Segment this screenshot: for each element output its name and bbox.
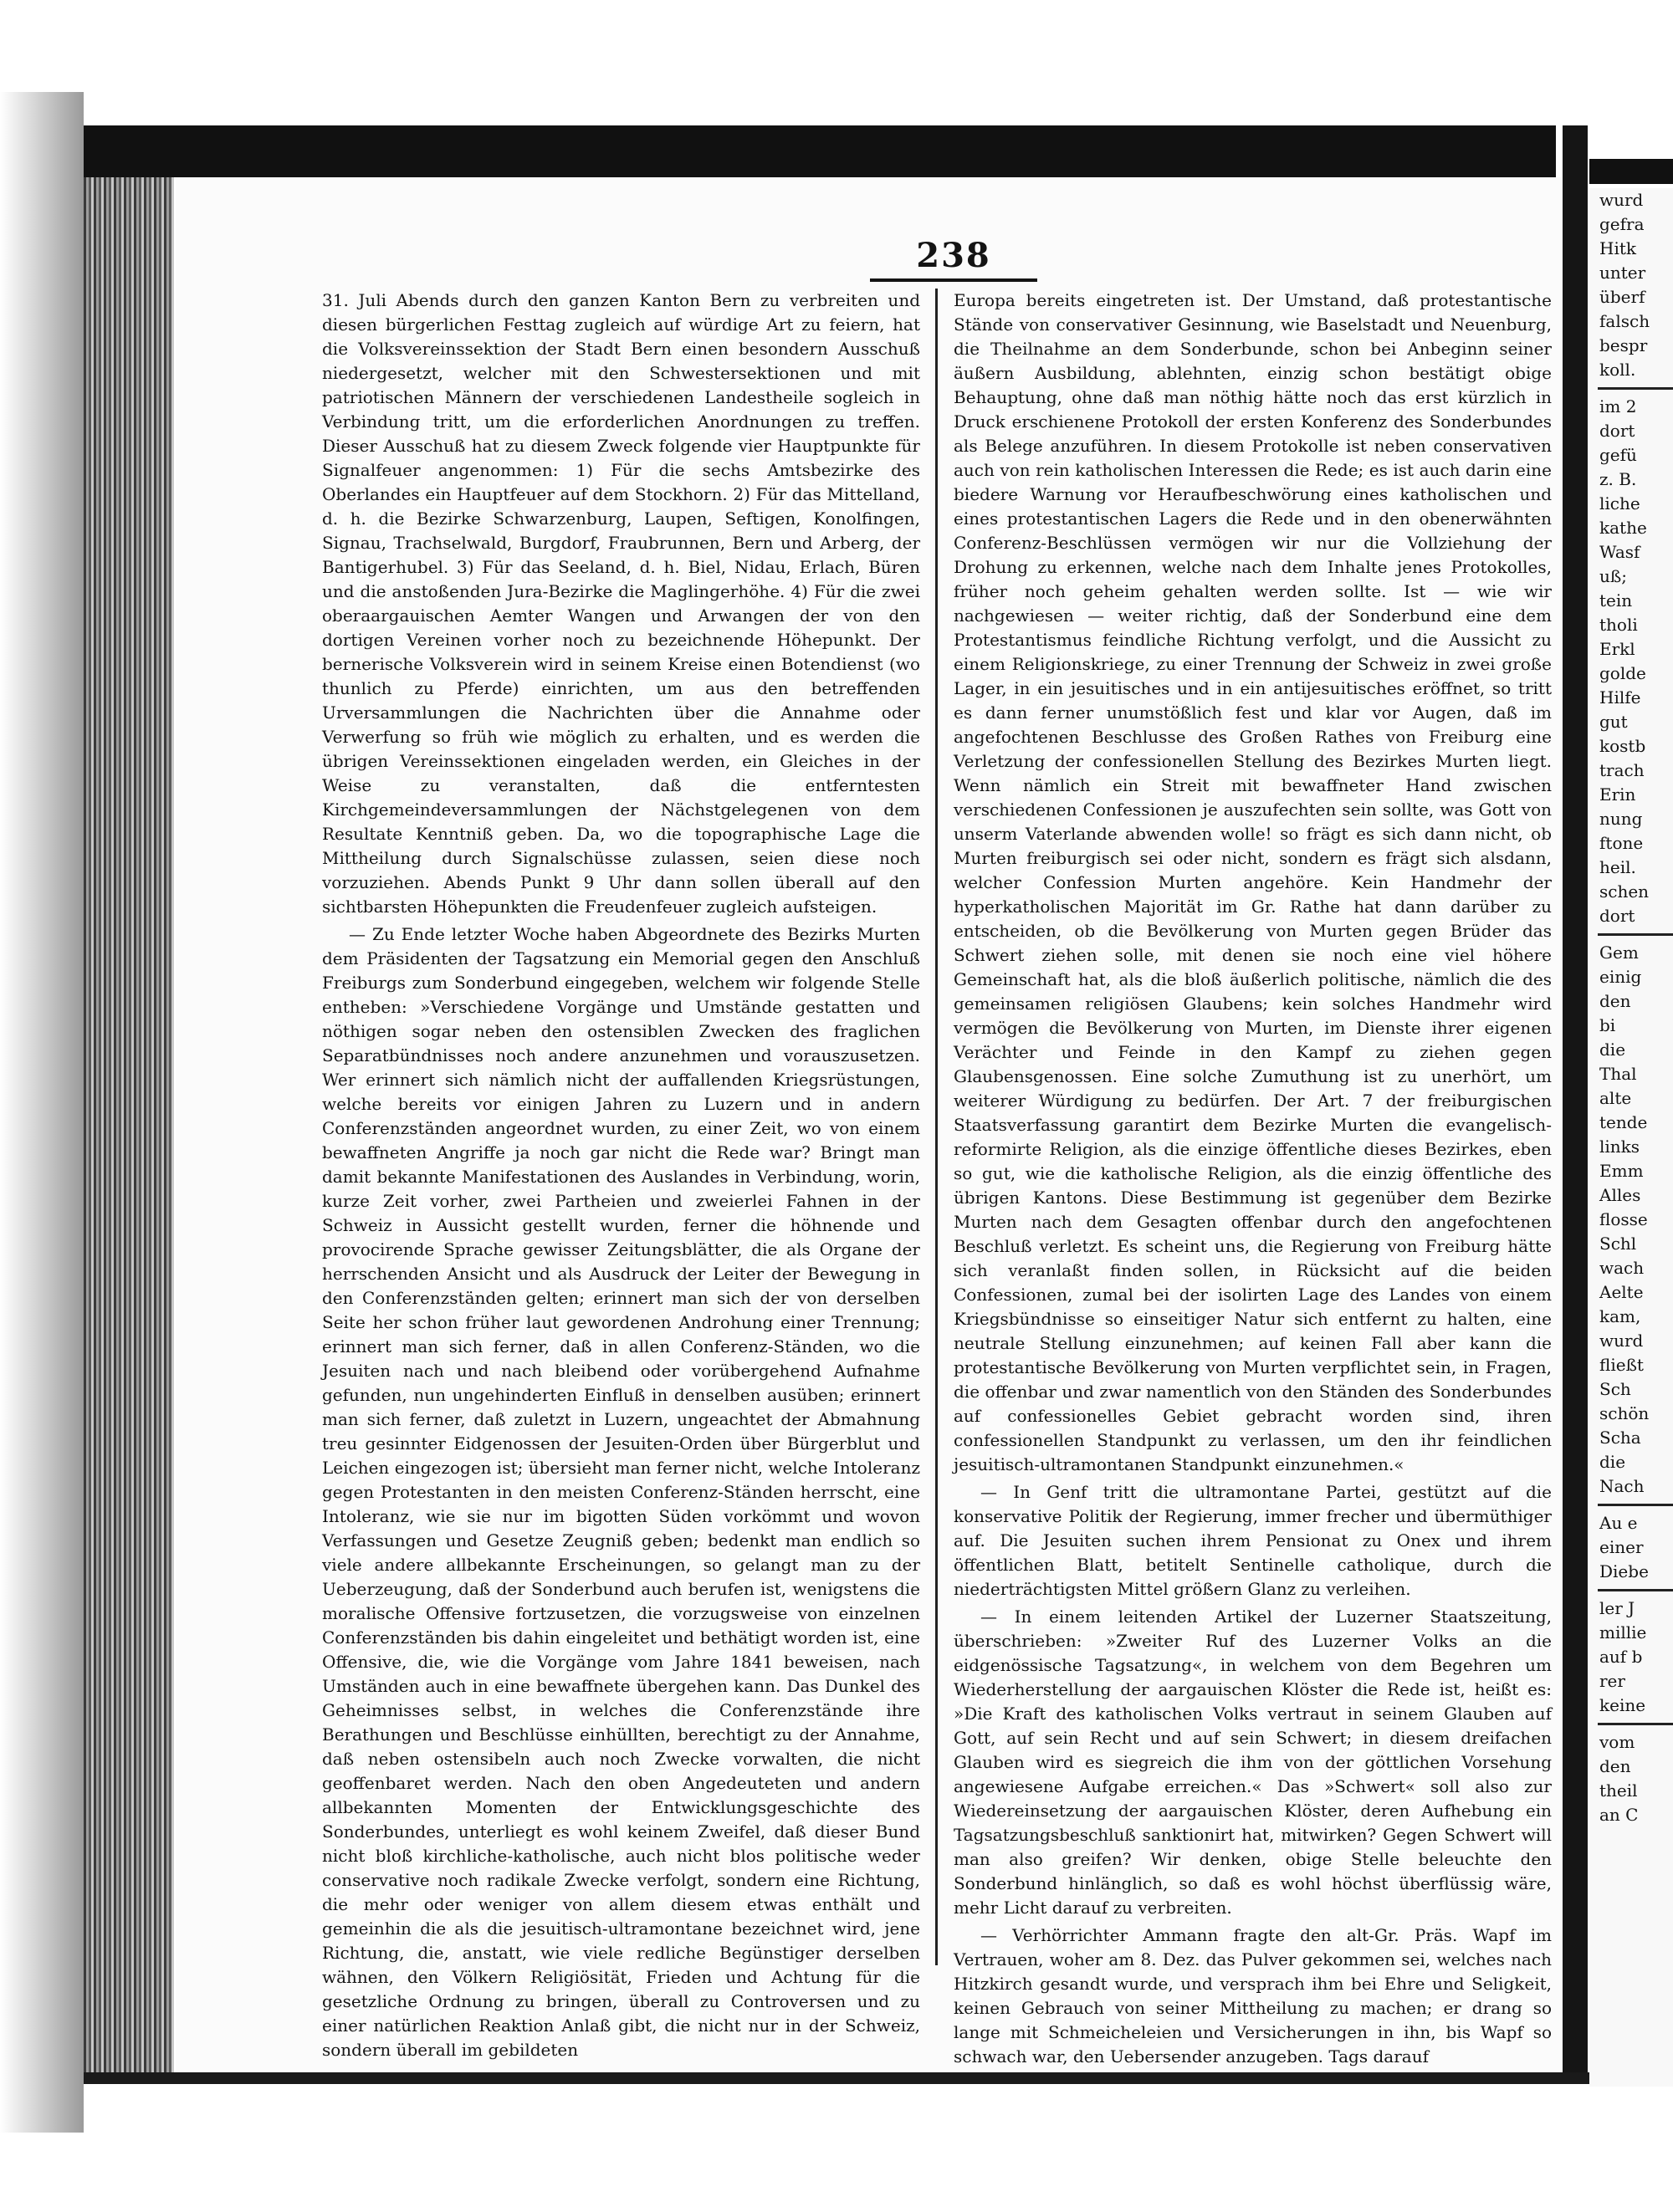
fragment-rule xyxy=(1598,933,1673,936)
fragment-rule xyxy=(1598,1589,1673,1591)
adjacent-text-fragment: golde xyxy=(1599,663,1646,683)
adjacent-text-fragment: gut xyxy=(1599,712,1628,732)
adjacent-text-fragment: gefra xyxy=(1599,214,1645,234)
adjacent-text-fragment: an C xyxy=(1599,1805,1639,1825)
adjacent-text-fragment: vom xyxy=(1599,1732,1635,1752)
adjacent-text-fragment: falsch xyxy=(1599,311,1650,331)
adjacent-text-fragment: flosse xyxy=(1599,1209,1648,1229)
column-divider xyxy=(935,289,938,1965)
adjacent-text-fragment: liche xyxy=(1599,493,1640,513)
adjacent-text-fragment: koll. xyxy=(1599,360,1636,380)
adjacent-text-fragment: millie xyxy=(1599,1622,1647,1642)
article-paragraph: — Zu Ende letzter Woche haben Abgeordnete des Bezirks Murten dem Präsidenten der Tagsatzung ein Memorial gegen den Anschluß Freiburgs zum Sonderbund eingegeben, welchem wir folgende Stelle entheben: »Verschiedene Vorgänge und Umstände gestatten und nöthigen sogar neben den ostensiblen Zwecken des fraglichen Separatbündnisses noch andere anzunehmen und vorauszusetzen. Wer erinnert sich nämlich nicht der auffallenden Kriegsrüstungen, welche bereits vor einigen Jahren zu Luzern und in andern Conferenzständen angeordnet wurden, zu einer Zeit, wo von einem bewaffneten Angriffe ja noch gar nicht die Rede war? Bringt man damit bekannte Manifestationen des Auslandes in Verbindung, worin, kurze Zeit vorher, zwei Partheien und zweierlei Fahnen in der Schweiz in Aussicht gestellt wurden, ferner die höhnende und provocirende Sprache gewisser Zeitungsblätter, die als Organe der herrschenden Ansicht und als Ausdruck der Leiter der Bewegung in den Conferenzständen gelten; erinnert man sich der von derselben Seite her schon früher laut gewordenen Androhung einer Trennung; erinnert man sich ferner, daß in allen Conferenz-Ständen, wo die Jesuiten nach und nach bleibend oder vorübergehend Aufnahme gefunden, nun ungehinderten Einfluß in denselben ausüben; erinnert man sich ferner, daß zuletzt in Luzern, ungeachtet der Abmahnung treu gesinnter Eidgenossen der Jesuiten-Orden über Bürgerblut und Leichen eingezogen ist; übersieht man ferner nicht, welche Intoleranz gegen Protestanten in den meisten Conferenz-Ständen herrscht, eine Intoleranz, wie sie nur im bigotten Süden vorkömmt und wovon Verfassungen und Gesetze Zeugniß geben; bedenkt man endlich so viele andere allbekannte Erscheinungen, so gelangt man zu der Ueberzeugung, daß der Sonderbund auch berufen ist, wenigstens die moralische Offensive fortzusetzen, die vorzugsweise von einzelnen Conferenzständen bis dahin eingeleitet und bethätigt worden ist, eine Offensive, die, wie die Vorgänge vom Jahre 1841 beweisen, nach Umständen auch in eine bewaffnete übergehen kann. Das Dunkel des Geheimnisses selbst, in welches die Conferenzstände ihre Berathungen und Beschlüsse einhüllten, berechtigt zu der Annahme, daß neben ostensibeln auch noch Zwecke vorwalten, die nicht geoffenbaret werden. Nach den oben Angedeuteten und andern allbekannten Momenten der Entwicklungsgeschichte des Sonderbundes, unterliegt es wohl keinem Zweifel, daß dieser Bund nicht bloß kirchliche-katholische, auch nicht blos politische weder conservative noch radikale Zwecke verfolgt, sondern eine Richtung, die mehr oder weniger von allem diesem etwas enthält und gemeinhin die als die jesuitisch-ultramontane bezeichnet wird, jene Richtung, die, anstatt, wie viele redliche Begünstiger derselben wähnen, den Völkern Religiösität, Frieden und Achtung für die gesetzliche Ordnung zu bringen, überall zu Controversen und zu einer natürlichen Reaktion Anlaß gibt, die nicht nur in der Schweiz, sondern überall im gebildeten xyxy=(322,924,920,2060)
adjacent-text-fragment: wurd xyxy=(1599,1331,1644,1351)
adjacent-text-fragment: wach xyxy=(1599,1258,1645,1278)
adjacent-text-fragment: Gem xyxy=(1599,943,1639,963)
adjacent-text-fragment: wurd xyxy=(1599,190,1644,210)
adjacent-text-fragment: ler J xyxy=(1599,1598,1635,1618)
adjacent-text-fragment: Wasf xyxy=(1599,542,1640,562)
page-bottom-border xyxy=(84,2072,1589,2084)
adjacent-text-fragment: schen xyxy=(1599,881,1650,902)
adjacent-text-fragment: Hitk xyxy=(1599,238,1636,258)
adjacent-text-fragment: schön xyxy=(1599,1403,1650,1423)
fragment-rule xyxy=(1598,1504,1673,1506)
article-paragraph: — Verhörrichter Ammann fragte den alt-Gr. Präs. Wapf im Vertrauen, woher am 8. Dez. das Pulver gekommen sei, welches nach Hitzkirch gesandt wurde, und versprach ihm bei Ehre und Seligkeit, keinen Gebrauch von seiner Mittheilung zu machen; er drang so lange mit Schmeicheleien und Versicherungen in ihn, bis Wapf so schwach war, den Uebersender anzugeben. Tags darauf xyxy=(954,1925,1552,2066)
adjacent-text-fragment: Alles xyxy=(1599,1185,1641,1205)
adjacent-text-fragment: z. B. xyxy=(1599,469,1637,489)
adjacent-text-fragment: heil. xyxy=(1599,857,1636,877)
adjacent-text-fragment: Aelte xyxy=(1599,1282,1644,1302)
page-top-border xyxy=(84,125,1556,177)
adjacent-text-fragment: Hilfe xyxy=(1599,687,1641,708)
fragment-rule xyxy=(1598,387,1673,390)
adjacent-text-fragment: kathe xyxy=(1599,518,1647,538)
adjacent-text-fragment: dort xyxy=(1599,906,1635,926)
adjacent-text-fragment: kostb xyxy=(1599,736,1646,756)
adjacent-text-fragment: Nach xyxy=(1599,1476,1645,1496)
adjacent-text-fragment: Diebe xyxy=(1599,1561,1649,1581)
adjacent-text-fragment: Au e xyxy=(1599,1513,1638,1533)
adjacent-text-fragment: rer xyxy=(1599,1671,1625,1691)
article-paragraph: Europa bereits eingetreten ist. Der Umstand, daß protestantische Stände von conservativer Gesinnung, wie Baselstadt und Neuenburg, die Theilnahme an dem Sonderbunde, schon bei Anbeginn seiner äußern Ausbildung, ablehnten, einzig schon bestätigt obige Behauptung, ohne daß man nöthig hätte noch das erst kürzlich in Druck erschienene Protokoll der ersten Konferenz des Sonderbundes als Belege anzuführen. In diesem Protokolle ist neben conservativen auch von rein katholischen Interessen die Rede; es ist auch darin eine biedere Warnung vor Heraufbeschwörung eines katholischen und eines protestantischen Lagers die Rede und in den obenerwähnten Conferenz-Beschlüssen vermögen wir nur die Vollziehung der Drohung zu erkennen, welche nach dem Inhalte jenes Protokolles, früher noch geheim gehalten werden sollte. Ist — wie wir nachgewiesen — weiter richtig, daß der Sonderbund eine dem Protestantismus feindliche Richtung verfolgt, und die Aussicht zu einem Religionskriege, zu einer Trennung der Schweiz in zwei große Lager, in ein jesuitisches und in ein antijesuitisches eröffnet, so tritt es dann ferner unumstößlich fest und klar vor Augen, daß im angefochtenen Beschlusse des Großen Rathes von Freiburg eine Verletzung der confessionellen Stellung des Bezirkes Murten liegt. Wenn nämlich ein Streit mit bewaffneter Hand zwischen verschiedenen Confessionen je auszufechten sein sollte, was Gott von unserm Vaterlande abwenden wolle! so frägt es sich dann nicht, ob Murten freiburgisch sei oder nicht, sondern es frägt sich alsdann, welcher Confession Murten angehöre. Kein Handmehr der hyperkatholischen Majorität im Gr. Rathe hat dann darüber zu entscheiden, ob die Bevölkerung von Murten gegen Brüder das Schwert ziehen solle, mit denen sie noch eine viel höhere Gemeinschaft hat, als die bloß äußerlich politische, nämlich die des gemeinsamen religiösen Glaubens; kein solches Handmehr wird vermögen die Bevölkerung von Murten, im Dienste ihrer eigenen Verächter und Feinde in den Kampf zu ziehen gegen Glaubensgenossen. Eine solche Zumuthung ist zu unerhört, um weiterer Würdigung zu bedürfen. Der Art. 7 der freiburgischen Staatsverfassung garantirt dem Bezirke Murten die evangelisch-reformirte Religion, als die einzige öffentliche dieses Bezirkes, eben so gut, wie die katholische Religion, als die einzig öffentliche des übrigen Kantons. Diese Bestimmung ist gegenüber dem Bezirke Murten nach dem Gesagten offenbar durch den angefochtenen Beschluß verletzt. Es scheint uns, die Regierung von Freiburg hätte sich veranlaßt finden sollen, in Rücksicht auf die beiden Confessionen, zumal bei der isolirten Lage des Landes von einem Kriegsbündnisse so einseitiger Natur sich entfernt zu halten, eine neutrale Stellung einzunehmen; auf keinen Fall aber kann die protestantische Bevölkerung von Murten verpflichtet sein, in Fragen, die offenbar und zwar namentlich von den Ständen des Sonderbundes auf confessionelles Gebiet gebracht worden sind, ihren confessionellen Standpunkt zu verlassen, um den ihr feindlichen jesuitisch-ultramontanen Standpunkt einzunehmen.« xyxy=(954,290,1552,1474)
adjacent-text-fragment: Erkl xyxy=(1599,639,1635,659)
book-spine xyxy=(84,125,174,2074)
adjacent-text-fragment: bi xyxy=(1599,1015,1616,1035)
adjacent-text-fragment: alte xyxy=(1599,1088,1632,1108)
adjacent-text-fragment: die xyxy=(1599,1040,1626,1060)
article-paragraph: 31. Juli Abends durch den ganzen Kanton Bern zu verbreiten und diesen bürgerlichen Festtag zugleich auf würdige Art zu feiern, hat die Volksvereinssektion der Stadt Bern einen besondern Ausschuß niedergesetzt, welcher mit den Schwestersektionen und mit patriotischen Männern der verschiedenen Landestheile sogleich in Verbindung tritt, um die erforderlichen Anordnungen zu treffen. Dieser Ausschuß hat zu diesem Zweck folgende vier Hauptpunkte für Signalfeuer angenommen: 1) Für die sechs Amtsbezirke des Oberlandes ein Hauptfeuer auf dem Stockhorn. 2) Für das Mittelland, d. h. die Bezirke Schwarzenburg, Laupen, Seftigen, Konolfingen, Signau, Trachselwald, Burgdorf, Fraubrunnen, Bern und Arberg, der Bantigerhubel. 3) Für das Seeland, d. h. Biel, Nidau, Erlach, Büren und die anstoßenden Jura-Bezirke die Maglingerhöhe. 4) Für die zwei oberaargauischen Aemter Wangen und Arwangen der von den dortigen Vereinen vorher noch zu bezeichnende Höhepunkt. Der bernerische Volksverein wird in seinem Kreise einen Botendienst (wo thunlich zu Pferde) einrichten, um aus den betreffenden Urversammlungen die Nachrichten über die Annahme oder Verwerfung so früh wie möglich zu erhalten, und es werden die übrigen Vereinssektionen eingeladen werden, ein Gleiches in der Weise zu veranstalten, daß die entferntesten Kirchgemeindeversammlungen der Nächstgelegenen von dem Resultate Kenntniß geben. Da, wo die topographische Lage die Mittheilung durch Signalschüsse zulassen, seien diese noch vorzuziehen. Abends Punkt 9 Uhr dann sollen überall auf den sichtbarsten Höhepunkten die Freudenfeuer zugleich aufsteigen. xyxy=(322,290,920,917)
adjacent-text-fragment: unter xyxy=(1599,263,1646,283)
adjacent-text-fragment: kam, xyxy=(1599,1306,1641,1326)
article-paragraph: — In einem leitenden Artikel der Luzerner Staatszeitung, überschrieben: »Zweiter Ruf des Luzerner Volks an die eidgenössische Tagsatzung«, in welchem von dem Begehren um Wiederherstellung der aargauischen Klöster die Rede ist, heißt es: »Die Kraft des katholischen Volks vertraut in seinem Glauben auf Gott, auf sein Recht und auf sein Schwert; in diesem dreifachen Glauben wird es siegreich die ihm von der göttlichen Vorsehung angewiesene Aufgabe erreichen.« Das »Schwert« soll also zur Wiedereinsetzung der aargauischen Klöster, deren Aufhebung ein Tagsatzungsbeschluß sanktionirt hat, mitwirken? Gegen Schwert will man also greifen? Wir denken, obige Stelle beleuchte den Sonderbund hinlänglich, so daß es wohl höchst überflüssig wäre, mehr Licht darauf zu verbreiten. xyxy=(954,1607,1552,1918)
adjacent-text-fragment: fließt xyxy=(1599,1355,1644,1375)
adjacent-text-fragment: keine xyxy=(1599,1695,1646,1715)
adjacent-text-fragment: Thal xyxy=(1599,1064,1637,1084)
adjacent-text-fragment: tein xyxy=(1599,590,1633,610)
adjacent-text-fragment: den xyxy=(1599,991,1631,1011)
fragment-rule xyxy=(1598,1723,1673,1725)
adjacent-text-fragment: Emm xyxy=(1599,1161,1644,1181)
adjacent-text-fragment: tholi xyxy=(1599,615,1638,635)
scan-left-margin xyxy=(0,92,84,2133)
adjacent-text-fragment: im 2 xyxy=(1599,396,1637,416)
left-column xyxy=(322,289,920,2060)
adjacent-text-fragment: dort xyxy=(1599,421,1635,441)
adjacent-text-fragment: Schl xyxy=(1599,1234,1637,1254)
adjacent-text-fragment: Erin xyxy=(1599,784,1636,805)
adjacent-text-fragment: theil xyxy=(1599,1780,1638,1801)
adjacent-text-fragment: uß; xyxy=(1599,566,1627,586)
adjacent-text-fragment: die xyxy=(1599,1452,1626,1472)
adjacent-text-fragment: Sch xyxy=(1599,1379,1631,1399)
adjacent-text-fragment: Scha xyxy=(1599,1428,1641,1448)
adjacent-text-fragment: einer xyxy=(1599,1537,1644,1557)
page-number: 238 xyxy=(870,236,1037,282)
page-gutter xyxy=(1563,125,1588,2074)
article-paragraph: — In Genf tritt die ultramontane Partei, gestützt auf die konservative Politik der Regierung, immer frecher und übermüthiger auf. Die Jesuiten suchen ihrem Pensionat zu Onex und ihrem öffentlichen Blatt, betitelt Sentinelle catholique, durch die niederträchtigsten Mittel größern Glanz zu verleihen. xyxy=(954,1482,1552,1599)
adjacent-text-fragment: auf b xyxy=(1599,1647,1643,1667)
adjacent-page-top-border xyxy=(1589,159,1673,184)
adjacent-text-fragment: den xyxy=(1599,1756,1631,1776)
adjacent-text-fragment: gefü xyxy=(1599,445,1637,465)
adjacent-text-fragment: bespr xyxy=(1599,335,1648,355)
right-column xyxy=(954,289,1552,2066)
adjacent-page-fragment xyxy=(1589,188,1673,2087)
adjacent-text-fragment: einig xyxy=(1599,967,1642,987)
adjacent-text-fragment: links xyxy=(1599,1137,1640,1157)
adjacent-text-fragment: ftone xyxy=(1599,833,1644,853)
adjacent-text-fragment: nung xyxy=(1599,809,1643,829)
adjacent-text-fragment: überf xyxy=(1599,287,1645,307)
adjacent-text-fragment: tende xyxy=(1599,1112,1648,1132)
adjacent-text-fragment: trach xyxy=(1599,760,1645,780)
